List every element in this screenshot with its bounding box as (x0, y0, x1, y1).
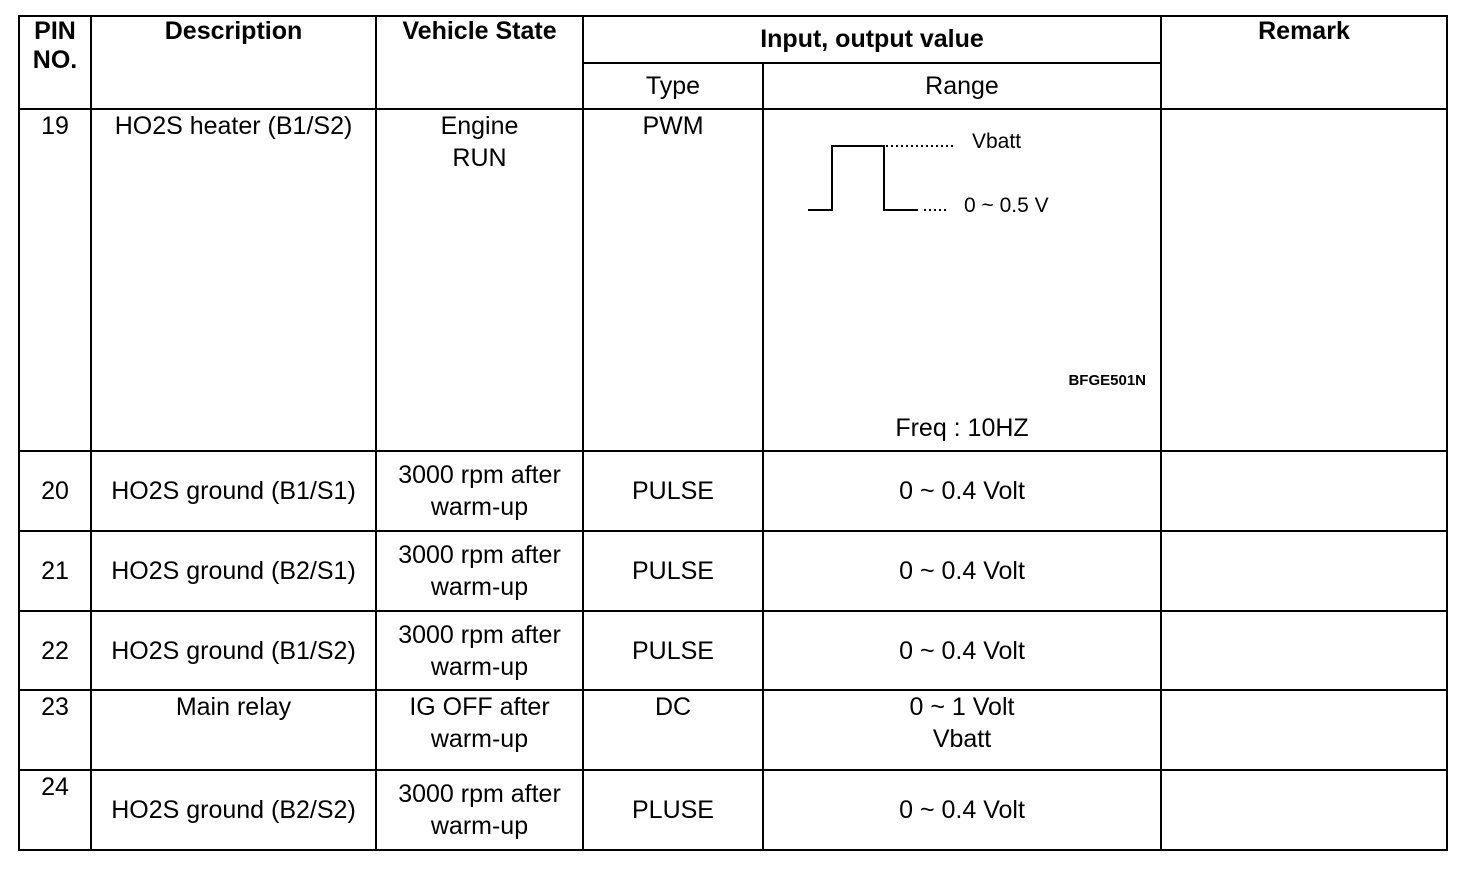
table-row (19, 611, 1447, 690)
header-type: Type (583, 63, 763, 109)
header-row-1 (19, 16, 1447, 63)
remark-cell (1161, 109, 1447, 451)
range-cell: 0 ~ 0.4 Volt (763, 531, 1161, 611)
description-cell: HO2S ground (B2/S1) (91, 531, 376, 611)
frequency-label: Freq : 10HZ (895, 414, 1029, 442)
waveform-high-label: Vbatt (972, 130, 1022, 153)
pwm-waveform-diagram (764, 110, 1162, 450)
vehicle-state-cell: 3000 rpm after warm-up (376, 451, 583, 531)
vehicle-state-cell: 3000 rpm after warm-up (376, 770, 583, 850)
pin-number: 20 (19, 451, 91, 531)
pin-number: 23 (19, 690, 91, 770)
pin-number: 21 (19, 531, 91, 611)
vehicle-state-cell: IG OFF after warm-up (376, 690, 583, 770)
pin-number: 24 (19, 770, 91, 850)
table-row (19, 109, 1447, 451)
range-cell-waveform (763, 109, 1161, 451)
waveform-low-label: 0 ~ 0.5 V (964, 194, 1049, 217)
pwm-waveform-line (808, 146, 918, 210)
table-row (19, 531, 1447, 611)
range-cell: 0 ~ 0.4 Volt (763, 770, 1161, 850)
vehicle-state-cell: 3000 rpm after warm-up (376, 611, 583, 690)
figure-code: BFGE501N (1068, 372, 1146, 389)
header-remark: Remark (1161, 16, 1447, 109)
description-cell: HO2S ground (B1/S1) (91, 451, 376, 531)
range-cell: 0 ~ 1 Volt Vbatt (763, 690, 1161, 770)
pin-spec-table (18, 15, 1448, 851)
remark-cell (1161, 451, 1447, 531)
remark-cell (1161, 690, 1447, 770)
header-vehicle-state: Vehicle State (376, 16, 583, 109)
range-cell: 0 ~ 0.4 Volt (763, 611, 1161, 690)
remark-cell (1161, 531, 1447, 611)
vehicle-state-cell: 3000 rpm after warm-up (376, 531, 583, 611)
range-cell: 0 ~ 0.4 Volt (763, 451, 1161, 531)
description-cell: HO2S ground (B2/S2) (91, 770, 376, 850)
remark-cell (1161, 611, 1447, 690)
vehicle-state-cell: Engine RUN (376, 109, 583, 451)
type-cell: PULSE (583, 531, 763, 611)
header-description: Description (91, 16, 376, 109)
type-cell: PULSE (583, 451, 763, 531)
description-cell: HO2S heater (B1/S2) (91, 109, 376, 451)
remark-cell (1161, 770, 1447, 850)
type-cell: PLUSE (583, 770, 763, 850)
description-cell: Main relay (91, 690, 376, 770)
table-row (19, 451, 1447, 531)
type-cell: PULSE (583, 611, 763, 690)
pin-number: 19 (19, 109, 91, 451)
pin-number: 22 (19, 611, 91, 690)
description-cell: HO2S ground (B1/S2) (91, 611, 376, 690)
type-cell: PWM (583, 109, 763, 451)
type-cell: DC (583, 690, 763, 770)
header-range: Range (763, 63, 1161, 109)
header-pin-no: PIN NO. (19, 16, 91, 109)
header-input-output-value: Input, output value (583, 16, 1161, 63)
table-row (19, 770, 1447, 850)
table-row (19, 690, 1447, 770)
